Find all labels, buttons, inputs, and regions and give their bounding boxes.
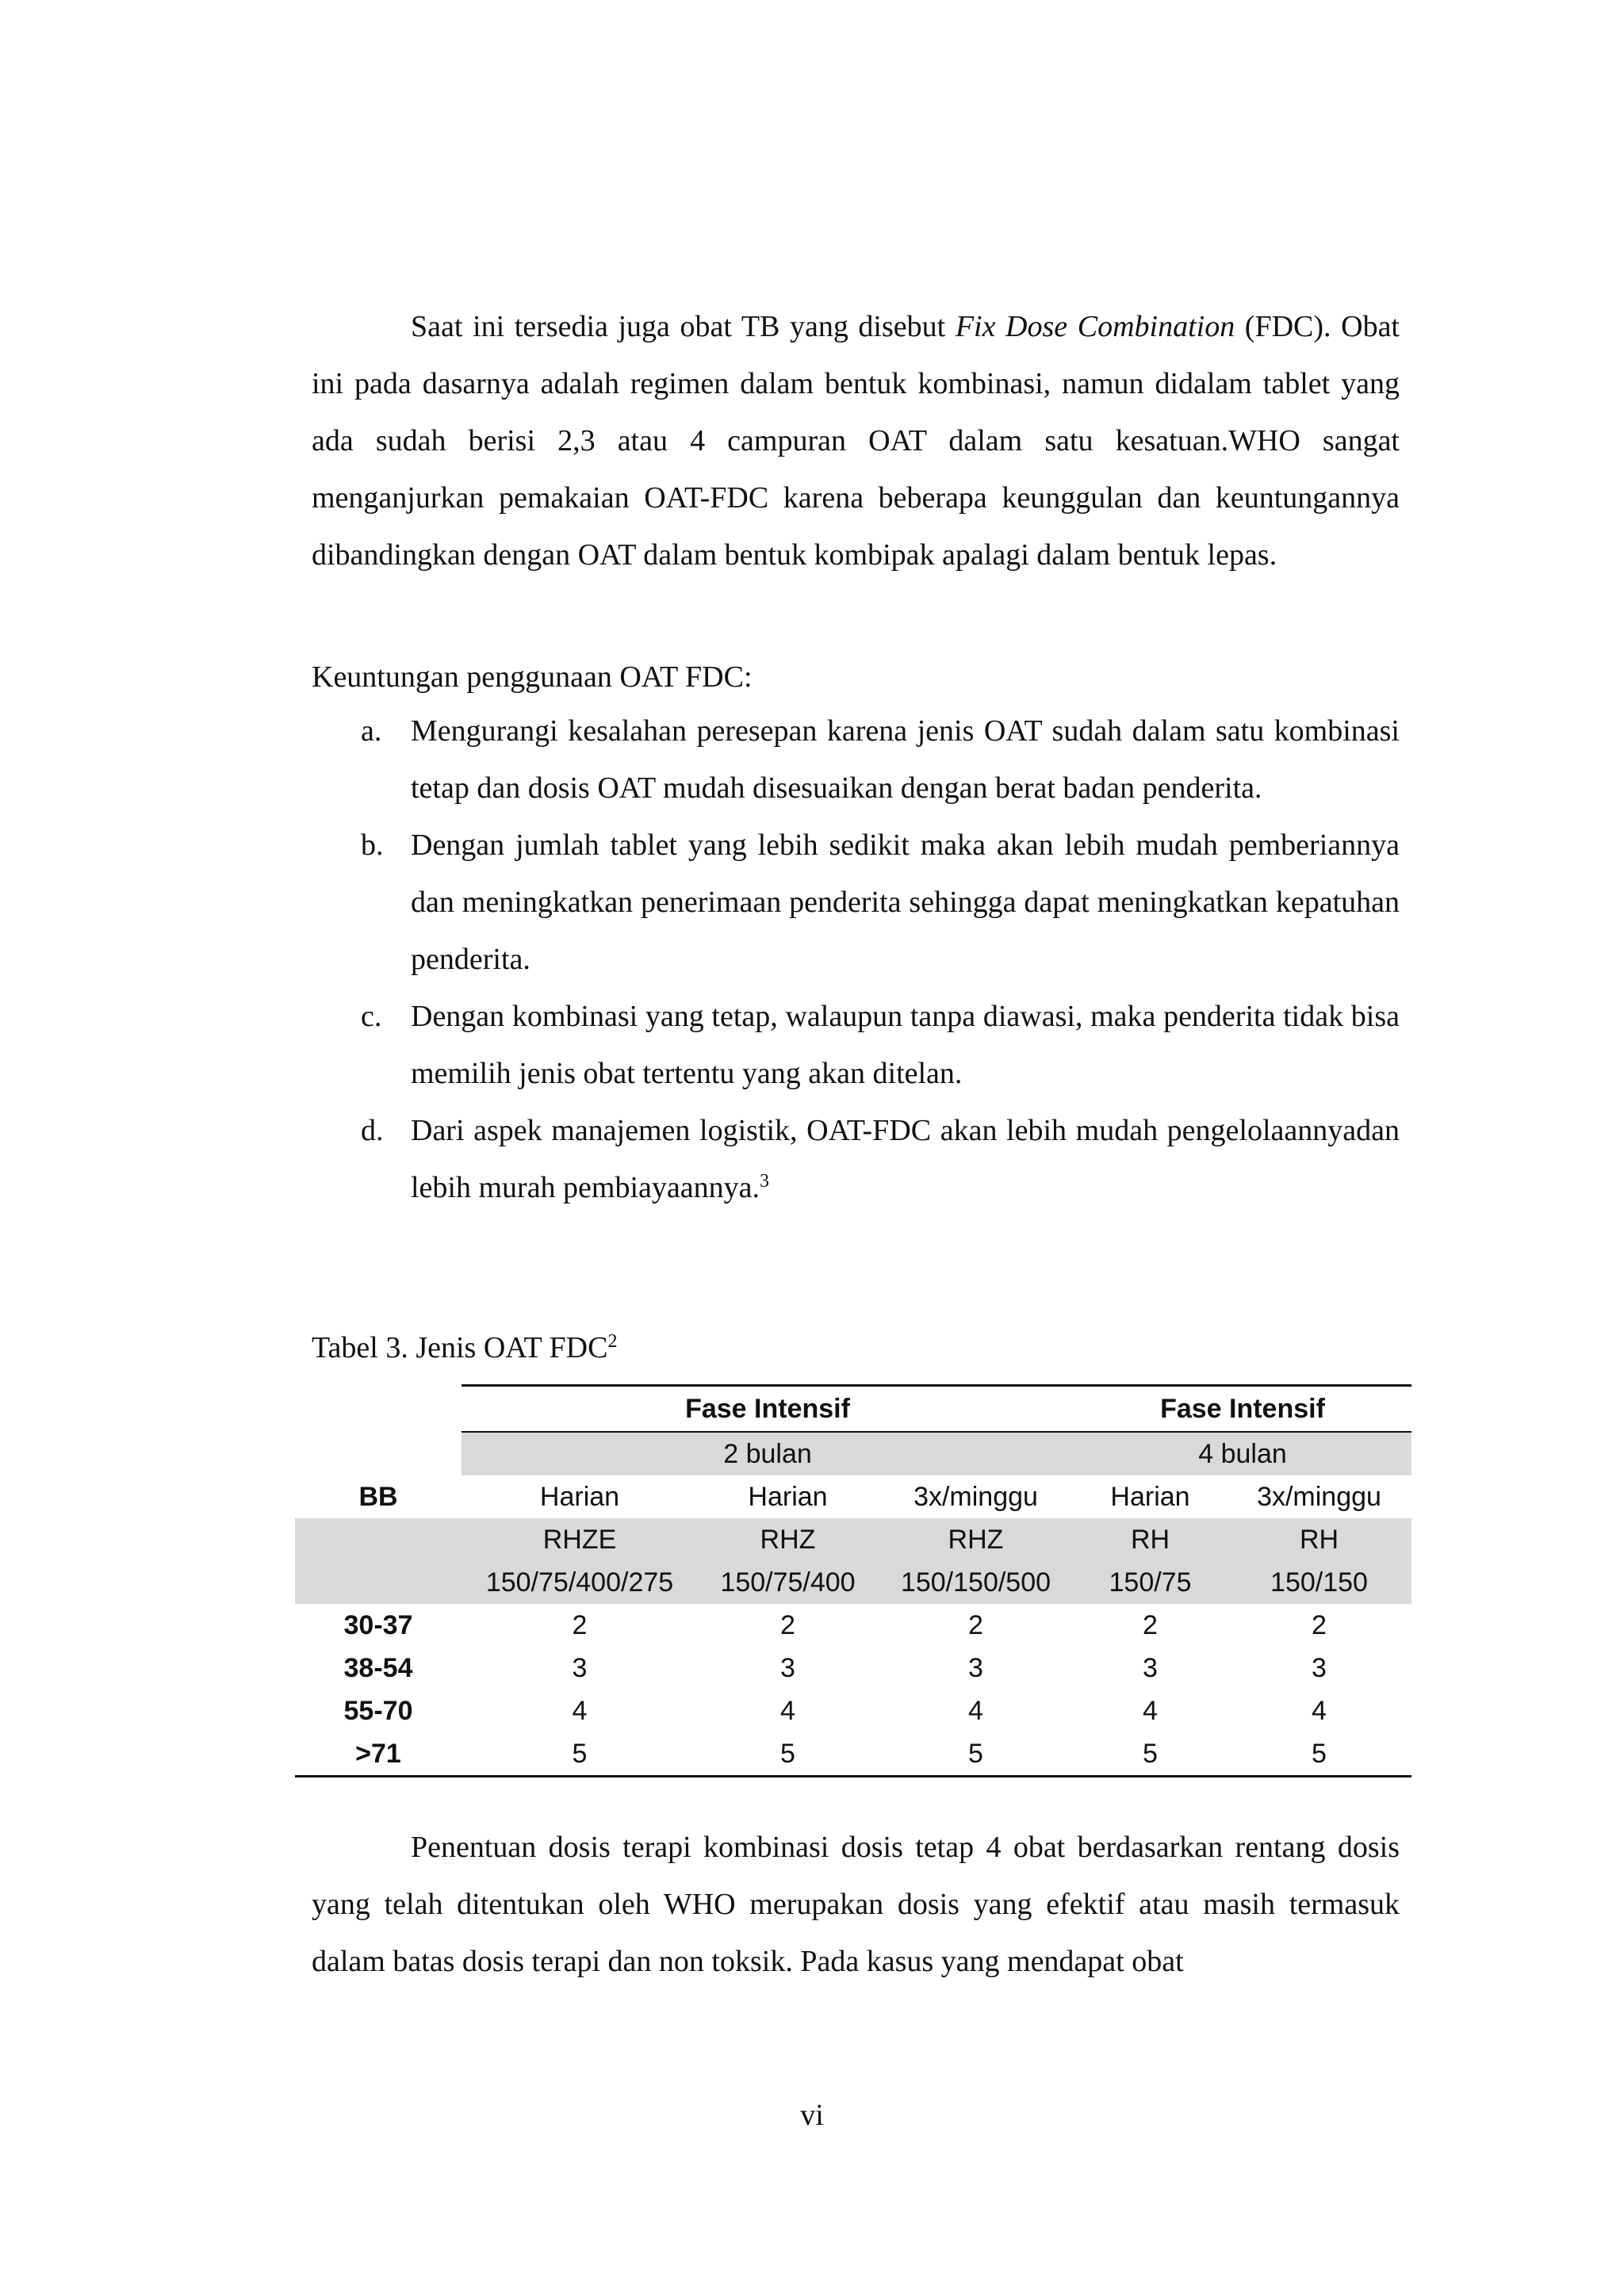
table-row [295, 1647, 1411, 1689]
bb-header: BB [358, 1481, 398, 1512]
table-cell: 2 [1143, 1609, 1158, 1640]
fdc-term: Fix Dose Combination [955, 310, 1235, 343]
phase-header-row [295, 1386, 1411, 1433]
list-item [312, 1102, 1400, 1216]
benefits-heading: Keuntungan penggunaan OAT FDC: [312, 660, 753, 694]
dose-cell: 150/150 [1227, 1561, 1411, 1604]
list-item-text: Mengurangi kesalahan peresepan karena jenis OAT sudah dalam satu kombinasi tetap dan dosis OAT mudah disesuaikan dengan berat badan penderita. [411, 714, 1400, 805]
table-caption-text: Tabel 3. Jenis OAT FDC [312, 1331, 608, 1364]
phase-right-header: Fase Intensif [1074, 1386, 1411, 1433]
frequency-row [295, 1475, 1411, 1518]
list-item-text: Dengan jumlah tablet yang lebih sedikit maka akan lebih mudah pemberiannya dan meningkatkan penerimaan penderita sehingga dapat meningkatkan kepatuhan penderita. [411, 828, 1400, 976]
table-cell: 4 [572, 1695, 588, 1726]
table-cell: 3 [968, 1652, 983, 1683]
table-cell: 5 [698, 1732, 878, 1777]
frequency-cell: 3x/minggu [914, 1481, 1038, 1512]
table-cell: 2 [1312, 1609, 1327, 1640]
duration-right: 4 bulan [1074, 1432, 1411, 1475]
table-cell: 4 [780, 1695, 795, 1726]
drug-row [295, 1518, 1411, 1561]
frequency-cell: Harian [539, 1481, 620, 1512]
dose-cell: 150/75/400/275 [462, 1561, 698, 1604]
duration-row [295, 1432, 1411, 1475]
table-cell: 4 [968, 1695, 983, 1726]
intro-text-before: Saat ini tersedia juga obat TB yang disebut [411, 310, 956, 343]
dosage-paragraph-text: Penentuan dosis terapi kombinasi dosis tetap 4 obat berdasarkan rentang dosis yang telah ditentukan oleh WHO merupakan dosis yang efektif atau masih termasuk dalam batas dosis terapi dan non toksik. Pada kasus yang mendapat obat [312, 1831, 1400, 1978]
list-marker: a. [361, 714, 382, 748]
table-cell: 3 [572, 1652, 588, 1683]
list-marker: b. [361, 828, 384, 862]
table-row [295, 1604, 1411, 1647]
dose-row [295, 1561, 1411, 1604]
page-number: vi [800, 2099, 824, 2132]
bb-cell: 55-70 [343, 1695, 413, 1726]
table-cell: 3 [1143, 1652, 1158, 1683]
citation-superscript: 3 [760, 1171, 770, 1192]
drug-cell: RHZ [698, 1518, 878, 1561]
dosage-paragraph [312, 1819, 1400, 1990]
phase-left-header: Fase Intensif [462, 1386, 1074, 1433]
table-caption [312, 1319, 617, 1376]
table-cell: 5 [878, 1732, 1074, 1777]
list-item-text: Dari aspek manajemen logistik, OAT-FDC akan lebih mudah pengelolaannyadan lebih murah pembiayaannya. [411, 1114, 1400, 1204]
list-marker: c. [361, 1000, 382, 1033]
table-cell: 2 [572, 1609, 588, 1640]
bb-cell: >71 [295, 1732, 462, 1777]
intro-text-after: (FDC). Obat ini pada dasarnya adalah regimen dalam bentuk kombinasi, namun didalam tablet yang ada sudah berisi 2,3 atau 4 campuran OAT dalam satu kesatuan.WHO sangat menganjurkan pemakaian OAT-FDC karena beberapa keunggulan dan keuntungannya dibandingkan dengan OAT dalam bentuk kombipak apalagi dalam bentuk lepas. [312, 310, 1400, 572]
drug-cell: RH [1074, 1518, 1227, 1561]
dose-cell: 150/75/400 [698, 1561, 878, 1604]
table-cell: 5 [462, 1732, 698, 1777]
frequency-cell: Harian [748, 1481, 828, 1512]
table-cell: 2 [968, 1609, 983, 1640]
intro-paragraph [312, 298, 1400, 584]
dose-cell: 150/75 [1074, 1561, 1227, 1604]
table-cell: 3 [780, 1652, 795, 1683]
table-cell: 2 [780, 1609, 795, 1640]
drug-cell: RHZ [878, 1518, 1074, 1561]
frequency-cell: Harian [1110, 1481, 1190, 1512]
oat-fdc-table [295, 1384, 1411, 1777]
frequency-cell: 3x/minggu [1257, 1481, 1381, 1512]
table-cell: 4 [1312, 1695, 1327, 1726]
list-item [312, 702, 1400, 817]
list-item [312, 817, 1400, 988]
list-item [312, 988, 1400, 1102]
list-marker: d. [361, 1114, 384, 1147]
list-item-text: Dengan kombinasi yang tetap, walaupun tanpa diawasi, maka penderita tidak bisa memilih jenis obat tertentu yang akan ditelan. [411, 1000, 1400, 1090]
bb-cell: 30-37 [343, 1609, 413, 1640]
table-row [295, 1732, 1411, 1777]
drug-cell: RHZE [462, 1518, 698, 1561]
table-cell: 5 [1074, 1732, 1227, 1777]
table-cell: 3 [1312, 1652, 1327, 1683]
drug-cell: RH [1227, 1518, 1411, 1561]
table-cell: 4 [1143, 1695, 1158, 1726]
table-cell: 5 [1227, 1732, 1411, 1777]
duration-left: 2 bulan [462, 1432, 1074, 1475]
table-row [295, 1689, 1411, 1732]
bb-cell: 38-54 [343, 1652, 413, 1683]
benefits-list [312, 702, 1400, 1216]
dose-cell: 150/150/500 [878, 1561, 1074, 1604]
caption-superscript: 2 [607, 1331, 618, 1352]
